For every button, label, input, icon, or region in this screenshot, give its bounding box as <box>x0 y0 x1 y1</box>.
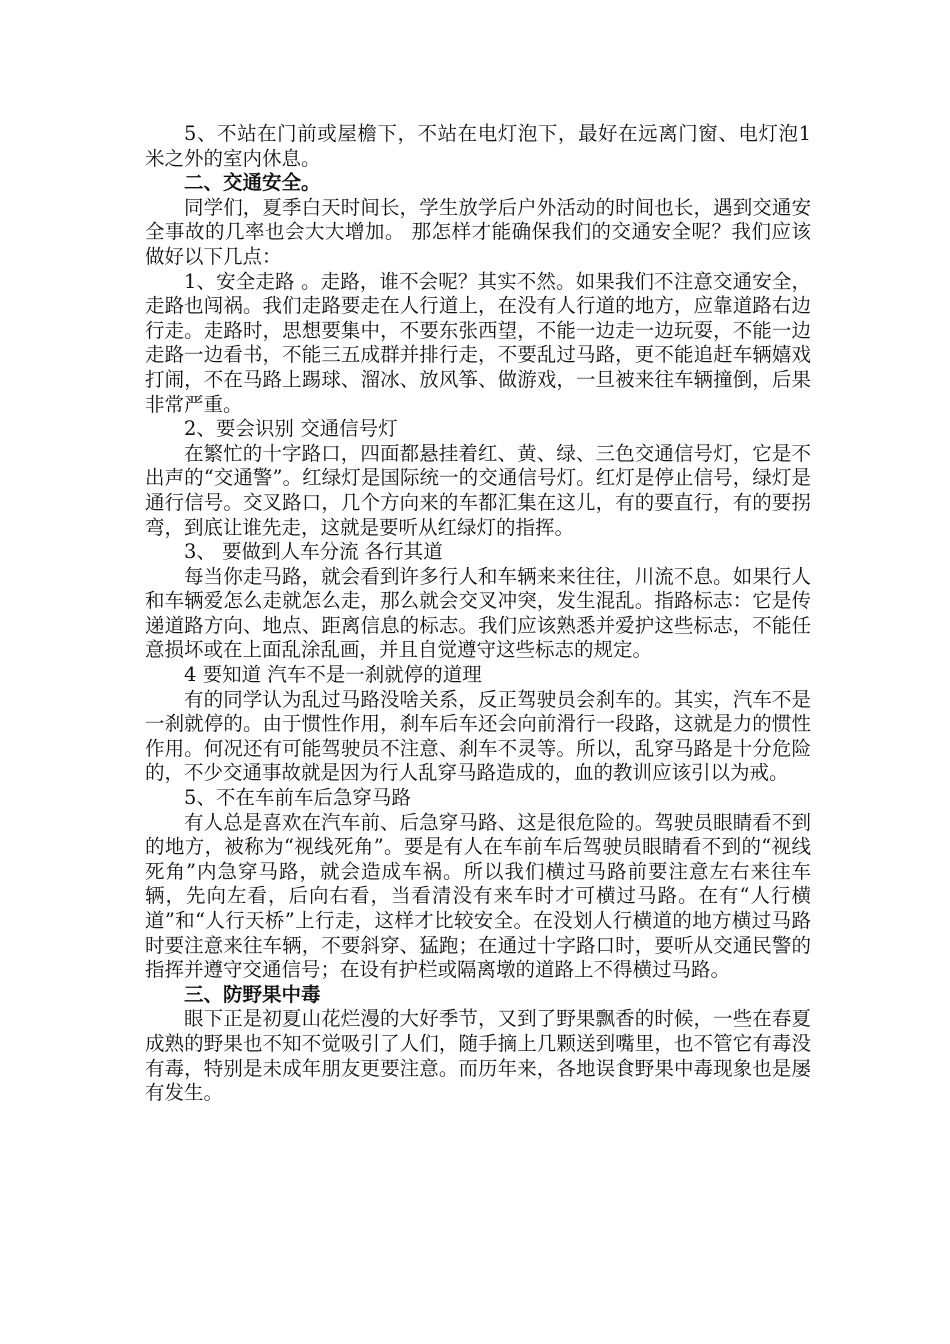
section-heading-wild-fruit: 三、防野果中毒 <box>184 982 321 1006</box>
section-heading-traffic-safety: 二、交通安全。 <box>184 171 321 195</box>
subheading-no-dashing: 5、不在车前车后急穿马路 <box>184 786 411 810</box>
subheading-braking-distance: 4 要知道 汽车不是一刹就停的道理 <box>184 663 482 687</box>
paragraph-separate-lanes: 每当你走马路，就会看到许多行人和车辆来来往往，川流不息。如果行人和车辆爱怎么走就怎么走，那么就会交叉冲突，发生混乱。指路标志：它是传递道路方向、地点、距离信息的标志。我们应该熟悉并爱护这些标志，不能任意损坏或在上面乱涂乱画，并且自觉遵守这些标志的规定。 <box>145 564 811 662</box>
document-body <box>145 122 811 1106</box>
paragraph-wild-fruit: 眼下正是初夏山花烂漫的大好季节，又到了野果飘香的时候，一些在春夏成熟的野果也不知不觉吸引了人们，随手摘上几颗送到嘴里，也不管它有毒没有毒，特别是未成年朋友更要注意。而历年来，各地误食野果中毒现象也是屡有发生。 <box>145 1007 811 1105</box>
paragraph-no-dashing: 有人总是喜欢在汽车前、后急穿马路、这是很危险的。驾驶员眼睛看不到的地方，被称为“视线死角”。要是有人在车前车后驾驶员眼睛看不到的“视线死角”内急穿马路，就会造成车祸。所以我们横过马路前要注意左右来往车辆，先向左看，后向右看，当看清没有来车时才可横过马路。在有“人行横道”和“人行天桥”上行走，这样才比较安全。在没划人行横道的地方横过马路时要注意来往车辆，不要斜穿、猛跑；在通过十字路口时，要听从交通民警的指挥并遵守交通信号；在设有护栏或隔离墩的道路上不得横过马路。 <box>145 810 811 982</box>
subheading-traffic-lights: 2、要会识别 交通信号灯 <box>184 417 398 441</box>
paragraph-braking-distance: 有的同学认为乱过马路没啥关系，反正驾驶员会刹车的。其实，汽车不是一刹就停的。由于惯性作用，刹车后车还会向前滑行一段路，这就是力的惯性作用。何况还有可能驾驶员不注意、刹车不灵等。所以，乱穿马路是十分危险的，不少交通事故就是因为行人乱穿马路造成的，血的教训应该引以为戒。 <box>145 687 811 785</box>
subheading-separate-lanes: 3、 要做到人车分流 各行其道 <box>184 540 443 564</box>
paragraph-lightning-tip-5: 5、不站在门前或屋檐下，不站在电灯泡下，最好在远离门窗、电灯泡1米之外的室内休息。 <box>145 122 811 170</box>
paragraph-traffic-intro: 同学们，夏季白天时间长，学生放学后户外活动的时间也长，遇到交通安全事故的几率也会大大增加。 那怎样才能确保我们的交通安全呢？我们应该做好以下几点： <box>145 195 811 268</box>
paragraph-traffic-lights: 在繁忙的十字路口，四面都悬挂着红、黄、绿、三色交通信号灯，它是不出声的“交通警”。红绿灯是国际统一的交通信号灯。红灯是停止信号，绿灯是通行信号。交叉路口，几个方向来的车都汇集在这儿，有的要直行，有的要拐弯，到底让谁先走，这就是要听从红绿灯的指挥。 <box>145 441 811 539</box>
paragraph-walk-safely: 1、安全走路 。走路，谁不会呢？其实不然。如果我们不注意交通安全，走路也闯祸。我们走路要走在人行道上，在没有人行道的地方，应靠道路右边行走。走路时，思想要集中，不要东张西望，不能一边走一边玩耍，不能一边走路一边看书，不能三五成群并排行走，不要乱过马路，更不能追赶车辆嬉戏打闹，不在马路上踢球、溜冰、放风筝、做游戏，一旦被来往车辆撞倒，后果非常严重。 <box>145 269 811 416</box>
